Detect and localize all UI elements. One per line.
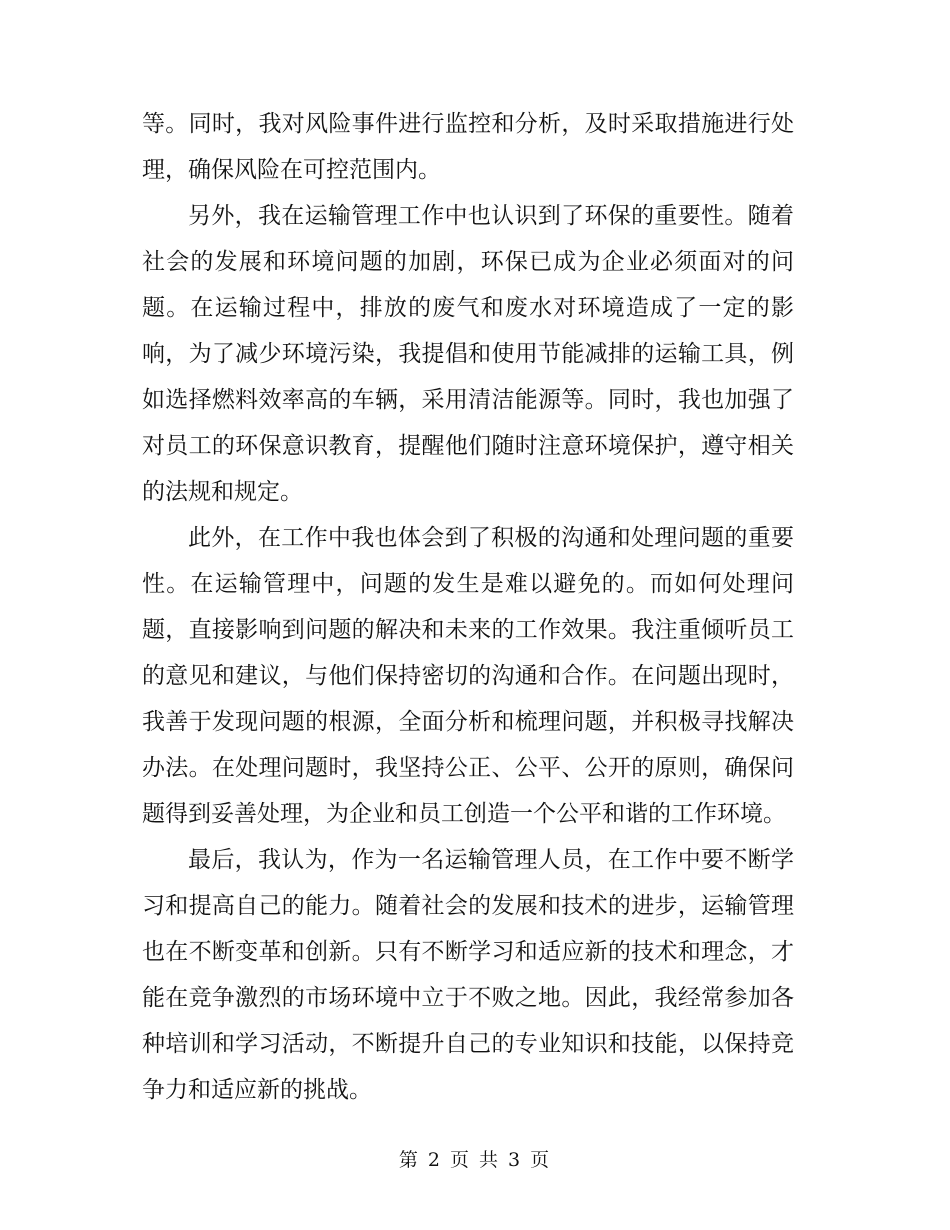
text-line: 题。在运输过程中，排放的废气和废水对环境造成了一定的影: [142, 295, 794, 321]
text-line: 习和提高自己的能力。随着社会的发展和技术的进步，运输管理: [142, 893, 794, 919]
text-line: 种培训和学习活动，不断提升自己的专业知识和技能，以保持竞: [142, 1031, 794, 1057]
text-line: 社会的发展和环境问题的加剧，环保已成为企业必须面对的问: [142, 249, 794, 275]
text-line: 另外，我在运输管理工作中也认识到了环保的重要性。随着: [188, 203, 794, 229]
text-line: 我善于发现问题的根源，全面分析和梳理问题，并积极寻找解决: [142, 709, 794, 735]
page-number-footer: 第 2 页 共 3 页: [398, 1149, 552, 1171]
text-line: 等。同时，我对风险事件进行监控和分析，及时采取措施进行处: [142, 111, 794, 137]
text-line: 争力和适应新的挑战。: [142, 1077, 372, 1103]
text-line: 最后，我认为，作为一名运输管理人员，在工作中要不断学: [188, 847, 794, 873]
text-line: 题得到妥善处理，为企业和员工创造一个公平和谐的工作环境。: [142, 801, 786, 827]
document-body: [142, 101, 794, 1113]
text-line: 如选择燃料效率高的车辆，采用清洁能源等。同时，我也加强了: [142, 387, 794, 413]
text-line: 性。在运输管理中，问题的发生是难以避免的。而如何处理问: [142, 571, 794, 597]
text-line: 的法规和规定。: [142, 479, 303, 505]
text-line: 响，为了减少环境污染，我提倡和使用节能减排的运输工具，例: [142, 341, 794, 367]
text-line: 办法。在处理问题时，我坚持公正、公平、公开的原则，确保问: [142, 755, 794, 781]
paragraph-environmental-protection: [142, 193, 794, 515]
text-line: 题，直接影响到问题的解决和未来的工作效果。我注重倾听员工: [142, 617, 794, 643]
text-line: 此外，在工作中我也体会到了积极的沟通和处理问题的重要: [188, 525, 794, 551]
text-line: 的意见和建议，与他们保持密切的沟通和合作。在问题出现时，: [142, 663, 794, 689]
text-line: 也在不断变革和创新。只有不断学习和适应新的技术和理念，才: [142, 939, 794, 965]
paragraph-communication: [142, 515, 794, 837]
text-line: 理，确保风险在可控范围内。: [142, 157, 441, 183]
text-line: 能在竞争激烈的市场环境中立于不败之地。因此，我经常参加各: [142, 985, 794, 1011]
text-line: 对员工的环保意识教育，提醒他们随时注意环境保护，遵守相关: [142, 433, 794, 459]
paragraph-continuous-learning: [142, 837, 794, 1113]
paragraph-risk-control: [142, 101, 794, 193]
